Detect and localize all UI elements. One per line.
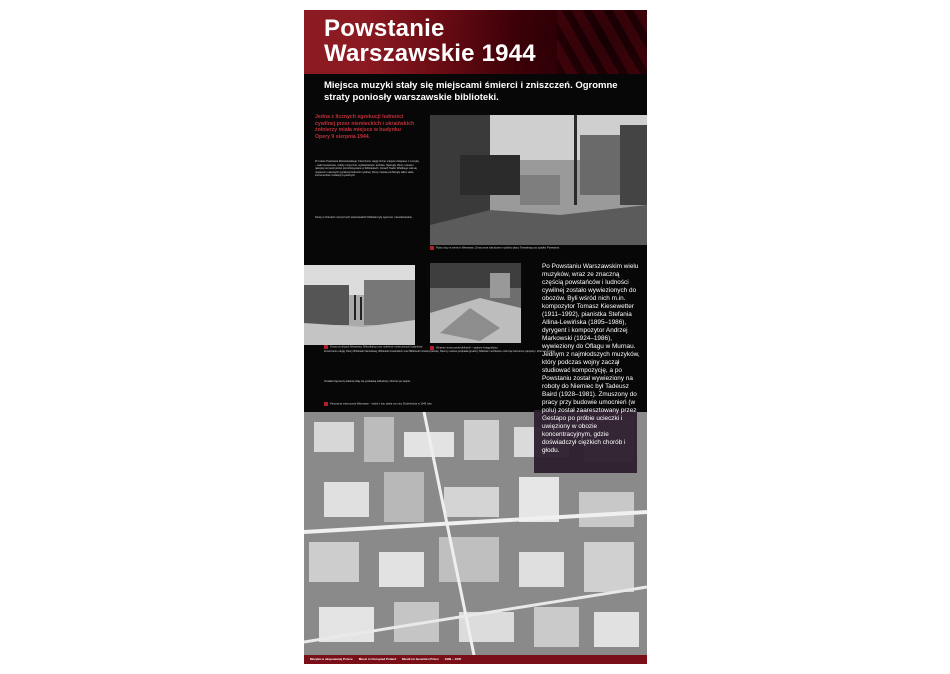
poster-title: Powstanie Warszawskie 1944: [324, 15, 536, 67]
photo-caption: Gruzy na ulicach Warszawy. Mieszkańcy przy rozbiórce zniszczonych budynków.: [324, 345, 429, 349]
red-lead-text: Jedna z licznych egzekucji ludności cywilnej przez niemieckich i ukraińskich żołnierzy miała miejsce w budynku Opery 9 sierpnia 1944.: [315, 114, 415, 140]
poster-subtitle: Miejsca muzyki stały się miejscami śmierci i zniszczeń. Ogromne straty poniosły warszawskie biblioteki.: [324, 80, 618, 103]
caption-marker-icon: [324, 402, 328, 406]
footer-item: Musik im besetzten Polen: [402, 657, 439, 661]
photo-caption: Ruiny ulicy w centrum Warszawy. Zniszczona zabudowa w pobliżu placu Teatralnego po upadku Powstania.: [430, 246, 645, 250]
photo-destroyed-interior: [430, 263, 521, 343]
body-text-block: Zniszczeniu uległy zbiory Biblioteki Narodowej, Biblioteki Krasińskich oraz Biblioteki Uniwersyteckiej. Niemcy celowo podpalali gmachy bibliotek i archiwów, niszcząc bezcenne rękopisy i druki muzyczne.: [324, 350, 556, 353]
footer-item: Muzyka w okupowanej Polsce: [310, 657, 353, 661]
footer-item: Music in Occupied Poland: [358, 657, 397, 661]
caption-marker-icon: [430, 246, 434, 250]
right-column-text: Po Powstaniu Warszawskim wielu muzyków, wraz ze znaczną częścią powstańców i ludności cywilnej zostało wywiezionych do obozów. Byli wśród nich m.in. kompozytor Tomasz Kiesewetter (1911–1992), pianistka Stefania Allina-Lewińska (1895–1986), dyrygent i kompozytor Andrzej Markowski (1924–1986), wywieziony do Oflagu w Murnau. Jednym z najmłodszych muzyków, który podczas wojny zaczął studiować kompozycję, a po Powstaniu został wywieziony na roboty do Niemiec był Tadeusz Baird (1928–1981). Zmuszony do pracy przy budowie umocnień (w polu) został zaaresztowany przez Gestapo po próbie ucieczki i uwięziony w obozie koncentracyjnym, gdzie doświadczył ciężkich chorób i głodu.: [542, 263, 640, 454]
photo-ruined-street: [430, 115, 647, 245]
caption-marker-icon: [324, 345, 328, 349]
exhibition-poster: [304, 10, 647, 664]
photo-ruins-left: [304, 265, 415, 345]
footer-item: 1939 – 1945: [444, 657, 462, 661]
body-text-block: Straty w zbiorach muzycznych warszawskich bibliotek były ogromne i nieodwracalne.: [315, 216, 413, 219]
poster-footer: [304, 655, 647, 664]
photo-caption: Wnętrze zniszczonej biblioteki – spalone księgozbiory.: [430, 346, 525, 350]
body-text-block: Ocalałe fragmenty kolekcji stały się podstawą odbudowy zbiorów po wojnie.: [324, 380, 411, 383]
body-text-block: W czasie Powstania Warszawskiego zniszczeniu uległy liczne miejsca związane z muzyką – sale koncertowe, szkoły muzyczne, wydawnictwa i archiwa. Spłonęły zbiory nutowe i rękopisy kompozytorów przechowywane w bibliotekach. Gmach Teatru Wielkiego stał się miejscem masowych egzekucji ludności cywilnej. Ruiny miasta pochłonęły także wiele instrumentów i kolekcji prywatnych.: [315, 160, 419, 178]
photo-caption: Panorama zniszczonej Warszawy – widok z lotu ptaka na ruiny Śródmieścia w 1945 roku.: [324, 402, 624, 406]
